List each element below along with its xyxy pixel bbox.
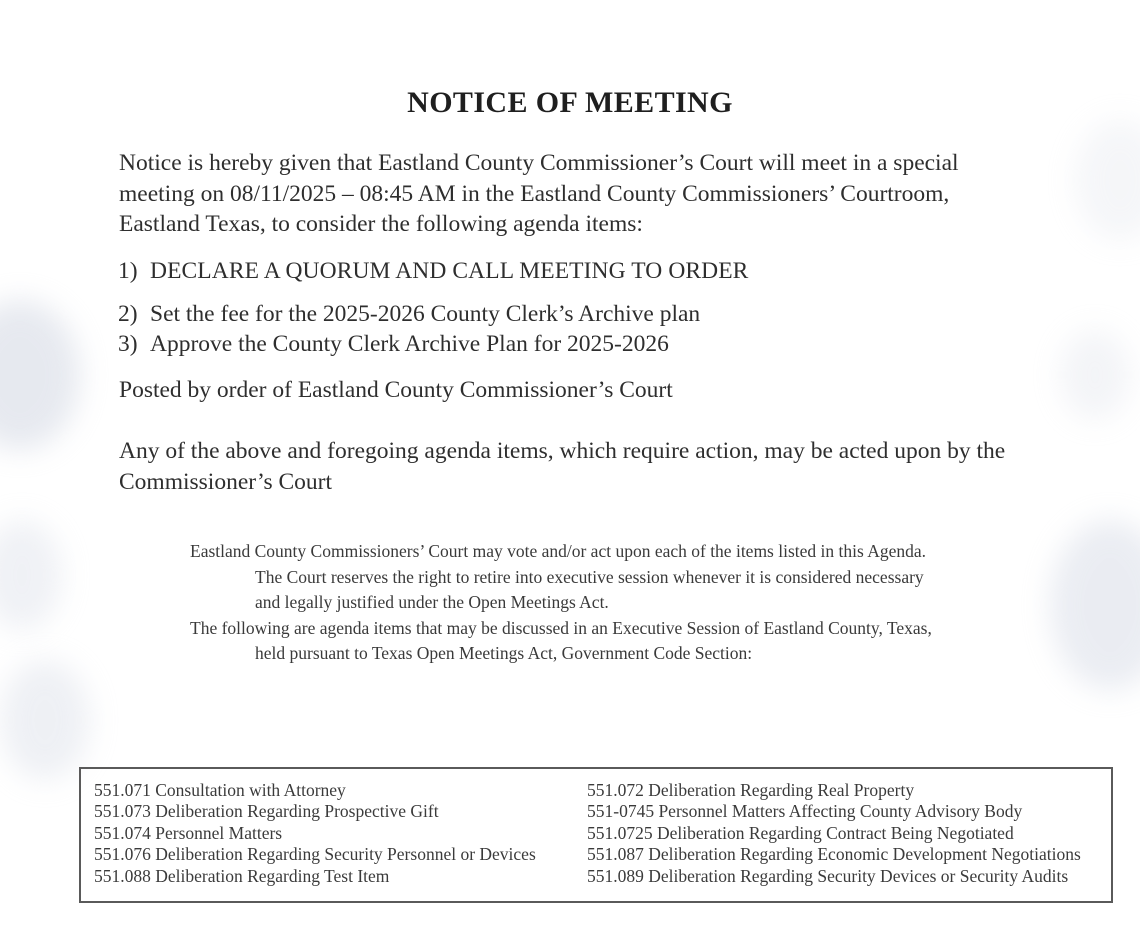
agenda-list <box>118 256 1018 359</box>
executive-session-line: The following are agenda items that may be discussed in an Executive Session of Eastland County, Texas, <box>190 617 932 638</box>
code-row: 551.087 Deliberation Regarding Economic Development Negotiations <box>587 844 1081 865</box>
code-row: 551-0745 Personnel Matters Affecting County Advisory Body <box>587 801 1023 822</box>
scan-artifact <box>1075 120 1140 240</box>
executive-session-line: and legally justified under the Open Meetings Act. <box>255 592 609 612</box>
code-column-left <box>94 780 587 887</box>
executive-session-line: Eastland County Commissioners’ Court may vote and/or act upon each of the items listed in this Agenda. <box>190 541 927 561</box>
code-row: 551.076 Deliberation Regarding Security Personnel or Devices <box>94 844 536 865</box>
closing-paragraph: Any of the above and foregoing agenda items, which require action, may be acted upon by the Commissioner’s Court <box>119 438 1006 495</box>
scan-artifact <box>0 520 62 630</box>
agenda-item <box>118 329 1018 359</box>
code-table-columns <box>94 780 1104 887</box>
code-column-right <box>587 780 1104 887</box>
page-title: NOTICE OF MEETING <box>407 86 733 119</box>
agenda-item-number: 1) <box>118 258 138 284</box>
executive-session-line: held pursuant to Texas Open Meetings Act, Government Code Section: <box>255 643 753 663</box>
intro-paragraph: Notice is hereby given that Eastland County Commissioner’s Court will meet in a special meeting on 08/11/2025 – 08:45 AM in the Eastland County Commissioners’ Courtroom, Eastland Texas, to consider the following agenda items: <box>119 150 959 237</box>
code-row: 551.073 Deliberation Regarding Prospective Gift <box>94 801 439 822</box>
scan-artifact <box>0 660 90 780</box>
agenda-item-label: Approve the County Clerk Archive Plan for 2025-2026 <box>150 331 669 357</box>
scan-artifact <box>0 300 80 450</box>
code-row: 551.088 Deliberation Regarding Test Item <box>94 865 390 886</box>
agenda-item-number: 3) <box>118 331 138 357</box>
code-row: 551.071 Consultation with Attorney <box>94 780 346 800</box>
agenda-item-number: 2) <box>118 301 138 327</box>
agenda-item-label: Set the fee for the 2025-2026 County Clerk’s Archive plan <box>150 301 701 327</box>
posted-by-line: Posted by order of Eastland County Commissioner’s Court <box>119 377 673 403</box>
scan-artifact <box>1050 520 1140 690</box>
code-row: 551.0725 Deliberation Regarding Contract Being Negotiated <box>587 822 1014 843</box>
agenda-item-label: DECLARE A QUORUM AND CALL MEETING TO ORDER <box>150 258 749 284</box>
executive-session-line: The Court reserves the right to retire into executive session whenever it is considered necessary <box>255 566 924 587</box>
government-code-table <box>79 767 1113 903</box>
agenda-item <box>118 256 1018 286</box>
scan-artifact <box>1060 330 1130 420</box>
agenda-item <box>118 299 1018 329</box>
code-row: 551.089 Deliberation Regarding Security Devices or Security Audits <box>587 865 1069 886</box>
code-row: 551.072 Deliberation Regarding Real Property <box>587 780 915 800</box>
code-row: 551.074 Personnel Matters <box>94 822 283 843</box>
executive-session-notice <box>190 539 1040 667</box>
